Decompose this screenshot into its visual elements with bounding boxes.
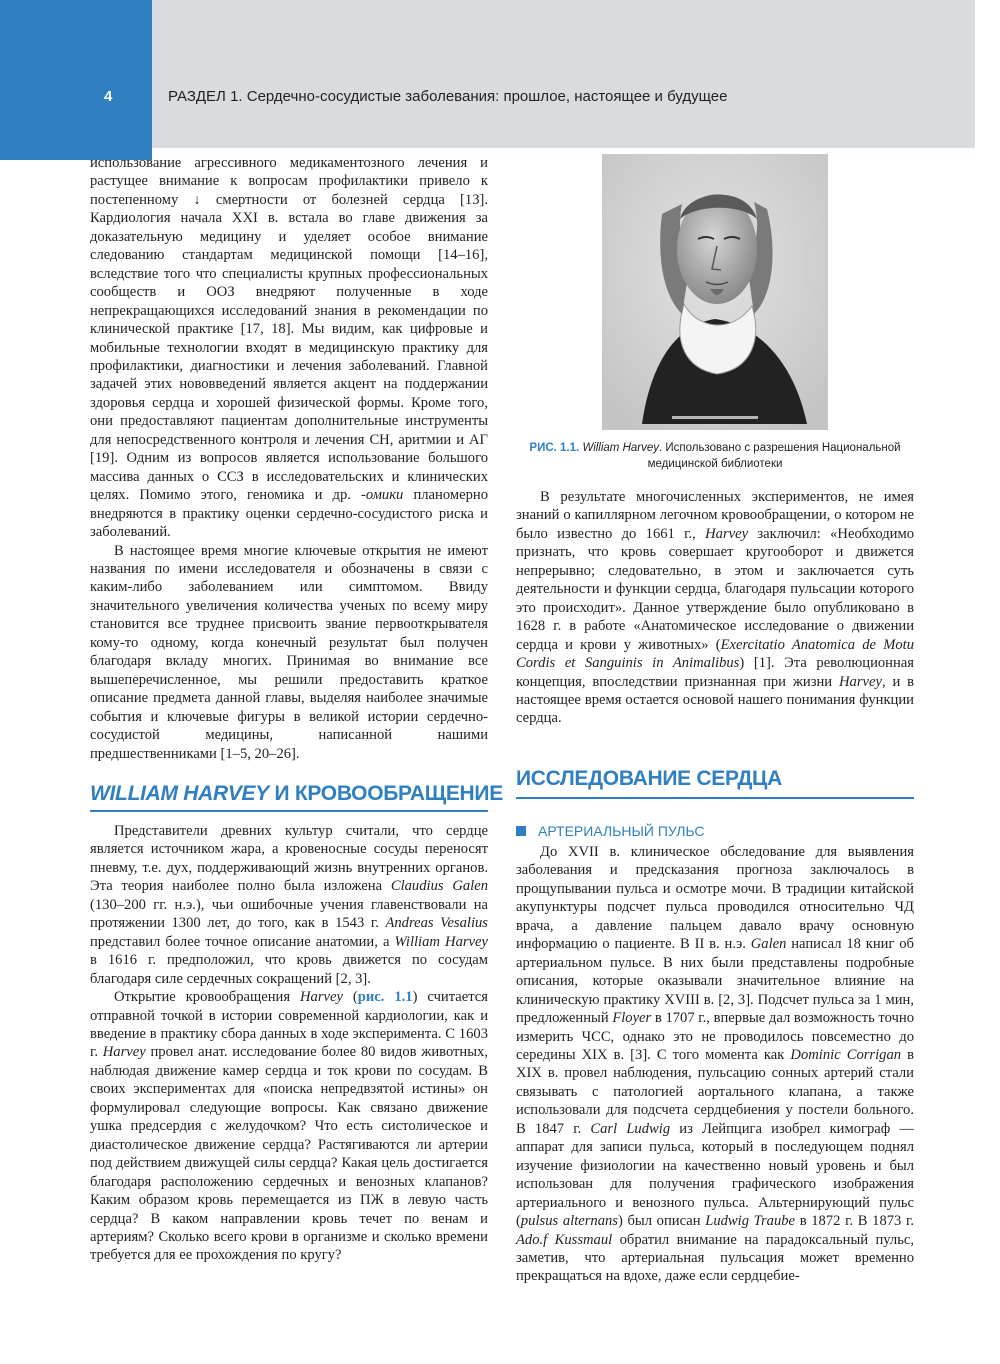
- page-number: 4: [104, 88, 113, 105]
- section-rule: [516, 797, 914, 799]
- portrait-william-harvey: [602, 154, 828, 430]
- figure-caption: РИС. 1.1. William Harvey. Использовано с разрешения Национальной медицинской библиотеки: [529, 442, 901, 470]
- subsection-heading: АРТЕРИАЛЬНЫЙ ПУЛЬС: [516, 823, 704, 839]
- header-blue-tab: [0, 0, 152, 160]
- right-column-top: [516, 488, 914, 728]
- left-column-bottom: [90, 822, 488, 1265]
- paragraph: В настоящее время многие ключевые открытия не имеют названия по имени исследователя и обозначены в связи с каким-либо заболеванием или симптомом. Ввиду значительного увеличения количества ученых по всему миру становится все труднее присвоить звание первооткрывателя кому-то одному, когда конечный результат был получен благодаря вкладу многих. Принимая во внимание все вышеперечисленное, мы решили предоставить краткое описание предмета данной главы, выделяя наиболее значимые события и ключевые фигуры в великой истории сердечно-сосудистой медицины, написанной нашими предшественниками [1–5, 20–26].: [90, 542, 488, 762]
- figure-label: РИС. 1.1.: [529, 442, 580, 454]
- header-grey-panel: [152, 0, 975, 148]
- section-heading-harvey: WILLIAM HARVEY И КРОВООБРАЩЕНИЕ: [90, 782, 503, 805]
- section-rule: [90, 810, 488, 812]
- left-column-top: [90, 154, 488, 763]
- right-column-bottom: [516, 843, 914, 1286]
- paragraph: В результате многочисленных экспериментов, не имея знаний о капиллярном легочном кровообращении, о котором не было известно до 1661 г., Harvey заключил: «Необходимо признать, что кровь совершает кругооборот и движется непрерывно; следовательно, в этом и заключается суть деятельности и функции сердца, благодаря пульсации которого это происходит». Данное утверждение было опубликовано в 1628 г. в работе «Анатомическое исследование о движении сердца и крови у животных» (Exercitatio Anatomica de Motu Cordis et Sanguinis in Animalibus) [1]. Эта революционная концепция, впоследствии признанная при жизни Harvey, и в настоящее время остается основой нашего понимания функции сердца.: [516, 489, 915, 727]
- paragraph: Открытие кровообращения Harvey (рис. 1.1) считается отправной точкой в истории современной кардиологии, как и введение в практику сбора данных в ходе эксперимента. С 1603 г. Harvey провел анат. исследование более 80 видов животных, наблюдая движение камер сердца и ток крови по сосудам. В своих экспериментах для «поиска непредвзятой истины» он формулировал следующие вопросы. Как связано движение ушка предсердия с желудочком? Что есть систолическое и диастолическое движение сердца? Растягиваются ли артерии под действием движущей силы сердца? Какая цель достигается благодаря расположению сердечных и венозных клапанов? Каким образом кровь перемещается из ПЖ в левую часть сердца? В каком направлении кровь течет по венам и артериям? Сколько всего крови в организме и сколько времени требуется для ее прохождения по кругу?: [90, 989, 488, 1264]
- figure-reference-link[interactable]: рис. 1.1: [357, 989, 413, 1006]
- running-head: РАЗДЕЛ 1. Сердечно-сосудистые заболевания: прошлое, настоящее и будущее: [168, 88, 728, 105]
- paragraph: использование агрессивного медикаментозного лечения и растущее внимание к вопросам профилактики привело к постепенному ↓ смертности от болезней сердца [13]. Кардиология начала XXI в. встала во главе движения за доказательную медицину и уделяет особое внимание следованию стандартам медицинской помощи [14–16], вследствие того что специалисты крупных профессиональных сообществ и ООЗ внедряют полученные в ходе непрекращающихся исследований знания в рекомендации по клинической практике [17, 18]. Мы видим, как цифровые и мобильные технологии входят в медицинскую практику для профилактики, диагностики и лечения заболеваний. Главной задачей этих нововведений является акцент на поддержании здоровья сердца и хорошей физической формы. Кроме того, они предоставляют пациентам дополнительные инструменты для непосредственного контроля и лечения СН, аритмии и АГ [19]. Одним из вопросов является использование большого массива данных о ССЗ в исследовательских и клинических целях. Помимо этого, геномика и др. -омики планомерно внедряются в практику оценки сердечно-сосудистого риска и заболеваний.: [90, 155, 488, 541]
- section-heading-heart-exam: ИССЛЕДОВАНИЕ СЕРДЦА: [516, 767, 782, 790]
- paragraph: До XVII в. клиническое обследование для выявления заболевания и предсказания прогноза заключалось в прощупывании пульса и осмотре мочи. В традиции китайской акупунктуры подсчет пульса проводился относительно ЧД врача, а давление пальцем давало врачу основную информацию о пациенте. В II в. н.э. Galen написал 18 книг об артериальном пульсе. В них были представлены подробные описания, которые оказывали значительное влияние на клиническую практику XVIII в. [2, 3]. Подсчет пульса за 1 мин, предложенный Floyer в 1707 г., впервые дал возможность точно измерить ЧСС, однако это не проводилось повсеместно до середины XIX в. [3]. С того момента как Dominic Corrigan в XIX в. провел наблюдения, пульсацию сонных артерий стали связывать с патологией аортального клапана, а также использовали для подсчета сердцебиения у постели больного. В 1847 г. Carl Ludwig из Лейпцига изобрел кимограф — аппарат для записи пульса, который в последующем поднял изучение физиологии на качественно новый уровень и был использован для получения графического изображения артериального и венозного пульса. Альтернирующий пульс (pulsus alternans) был описан Ludwig Traube в 1872 г. В 1873 г. Ado.f Kussmaul обратил внимание на парадоксальный пульс, заметив, что артериальная пульсация может временно прекращаться на вдохе, даже если сердцебие-: [516, 844, 914, 1285]
- square-bullet-icon: [516, 826, 526, 836]
- portrait-illustration: [602, 154, 828, 430]
- paragraph: Представители древних культур считали, что сердце является источником жара, а кровеносные сосуды переносят пневму, т.е. дух, поддерживающий жизнь внутренних органов. Эта теория наиболее полно была изложена Claudius Galen (130–200 гг. н.э.), чьи ошибочные учения главенствовали на протяжении 1300 лет, до того, как в 1543 г. Andreas Vesalius представил более точное описание анатомии, а William Harvey в 1616 г. предположил, что кровь движется по сосудам благодаря силе сердечных сокращений [2, 3].: [90, 823, 488, 987]
